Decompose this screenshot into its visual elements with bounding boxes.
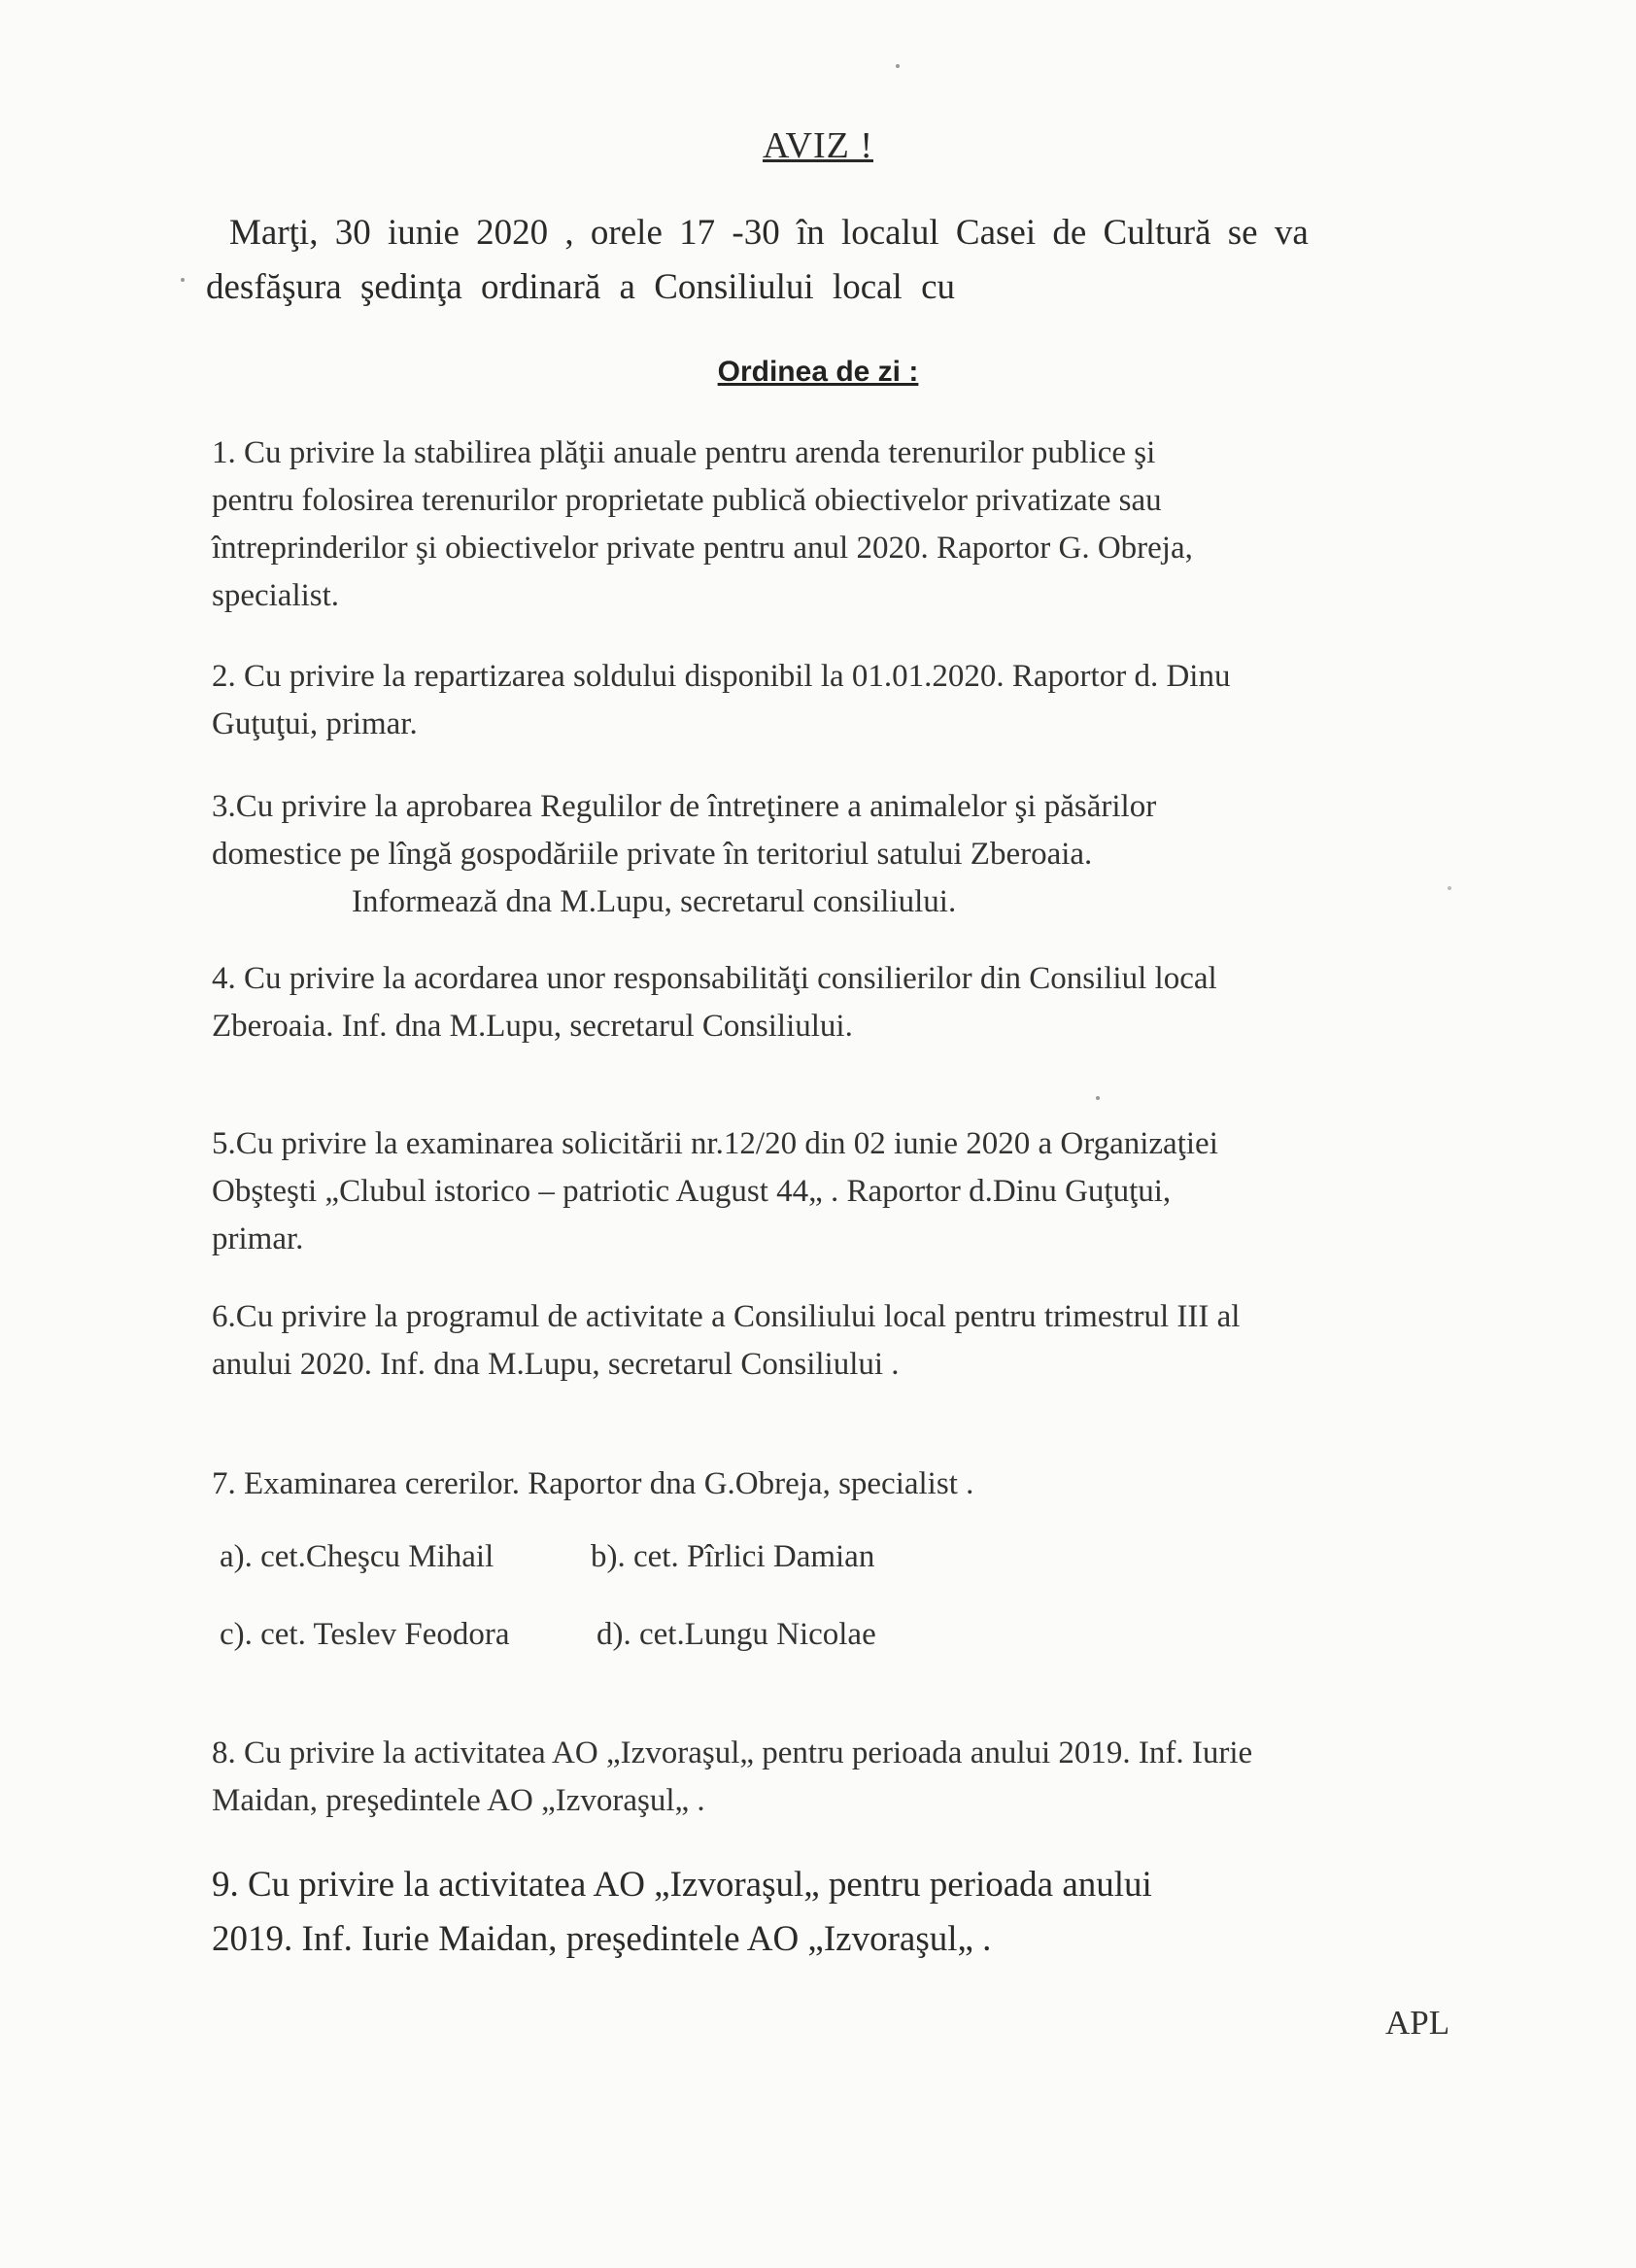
item-line: 9. Cu privire la activitatea AO „Izvoraşul„ pentru perioada anului — [212, 1865, 1152, 1905]
scan-speck — [896, 64, 900, 68]
item-line: primar. — [212, 1221, 304, 1256]
scan-speck — [1096, 1096, 1100, 1100]
scan-speck — [1448, 886, 1451, 890]
request-d-text: d). cet.Lungu Nicolae — [596, 1617, 876, 1652]
request-c-text: c). cet. Teslev Feodora — [220, 1617, 510, 1652]
item-line: 2. Cu privire la repartizarea soldului disponibil la 01.01.2020. Raportor d. Dinu — [212, 659, 1231, 694]
item-line: 7. Examinarea cererilor. Raportor dna G.Obreja, specialist . — [212, 1466, 974, 1501]
item-line: domestice pe lîngă gospodăriile private în teritoriul satului Zberoaia. — [212, 837, 1093, 872]
scan-speck — [181, 278, 185, 282]
item-line: pentru folosirea terenurilor proprietate publică obiectivelor privatizate sau — [212, 483, 1162, 518]
signature: APL — [1385, 2004, 1450, 2042]
item-line: Zberoaia. Inf. dna M.Lupu, secretarul Consiliului. — [212, 1009, 853, 1044]
agenda-item-1 — [212, 430, 1475, 620]
request-b — [591, 1533, 1636, 1581]
agenda-item-2 — [212, 653, 1475, 748]
agenda-item-3 — [212, 783, 1475, 926]
item-line: Obşteşti „Clubul istorico – patriotic August 44„ . Raportor d.Dinu Guţuţui, — [212, 1174, 1172, 1209]
item-line: Guţuţui, primar. — [212, 706, 418, 741]
agenda-item-9 — [212, 1858, 1475, 1967]
agenda-item-7 — [212, 1460, 1475, 1508]
notice-title: AVIZ ! — [762, 125, 873, 166]
intro-line-2: desfăşura şedinţa ordinară a Consiliului local cu — [206, 267, 956, 307]
agenda-item-4 — [212, 955, 1475, 1050]
request-d — [596, 1611, 1636, 1659]
notice-intro — [206, 206, 1469, 315]
item-line: 1. Cu privire la stabilirea plăţii anuale pentru arenda terenurilor publice şi — [212, 435, 1156, 470]
item-line: întreprinderilor şi obiectivelor private pentru anul 2020. Raportor G. Obreja, — [212, 531, 1193, 566]
item-line: Informează dna M.Lupu, secretarul consiliului. — [352, 884, 957, 919]
request-a-text: a). cet.Cheşcu Mihail — [220, 1539, 494, 1574]
item-line: 8. Cu privire la activitatea AO „Izvoraşul„ pentru perioada anului 2019. Inf. Iurie — [212, 1735, 1253, 1770]
agenda-item-5 — [212, 1120, 1475, 1263]
item-line: 6.Cu privire la programul de activitate a Consiliului local pentru trimestrul III al — [212, 1299, 1241, 1334]
item-line: 2019. Inf. Iurie Maidan, preşedintele AO „Izvoraşul„ . — [212, 1919, 992, 1959]
agenda-title: Ordinea de zi : — [717, 356, 919, 388]
item-line: 4. Cu privire la acordarea unor responsabilităţi consilierilor din Consiliul local — [212, 961, 1217, 996]
request-b-text: b). cet. Pîrlici Damian — [591, 1539, 875, 1574]
item-line: specialist. — [212, 578, 340, 613]
intro-line-1: Marţi, 30 iunie 2020 , orele 17 -30 în localul Casei de Cultură se va — [229, 213, 1309, 253]
item-line: anului 2020. Inf. dna M.Lupu, secretarul Consiliului . — [212, 1347, 900, 1382]
item-line: 5.Cu privire la examinarea solicitării nr.12/20 din 02 iunie 2020 a Organizaţiei — [212, 1126, 1218, 1161]
agenda-item-6 — [212, 1293, 1475, 1389]
item-line: Maidan, preşedintele AO „Izvoraşul„ . — [212, 1783, 705, 1818]
item-line: 3.Cu privire la aprobarea Regulilor de întreţinere a animalelor şi păsărilor — [212, 789, 1157, 824]
agenda-item-8 — [212, 1730, 1475, 1825]
